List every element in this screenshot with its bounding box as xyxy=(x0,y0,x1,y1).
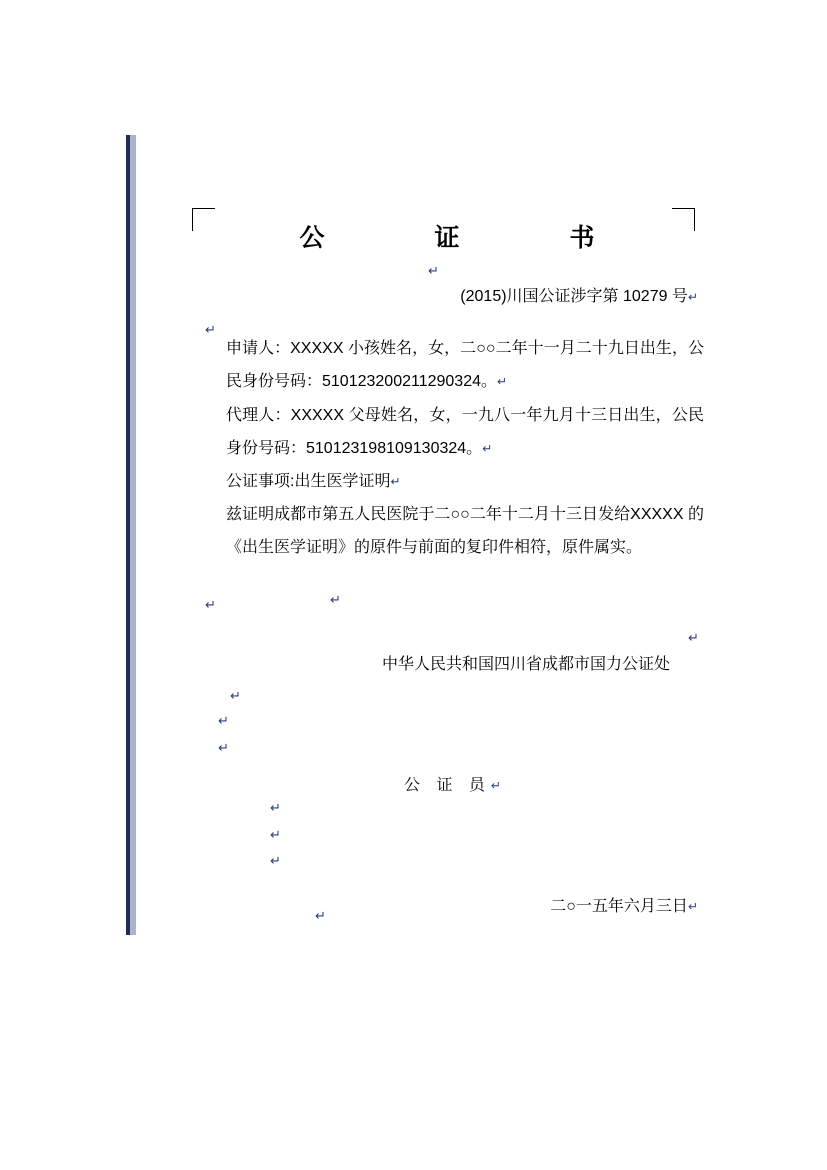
spacer xyxy=(192,564,704,648)
paragraph-mark: ↵ xyxy=(490,778,507,793)
document-number-text: (2015)川国公证涉字第 10279 号 xyxy=(460,288,688,306)
paragraph-mark: ↵ xyxy=(497,374,508,389)
spacer xyxy=(192,681,704,769)
paragraph-mark: ↵ xyxy=(218,713,229,728)
paragraph-mark: ↵ xyxy=(687,290,698,304)
paragraph-mark: ↵ xyxy=(218,740,229,755)
date-line xyxy=(192,890,704,923)
paragraph-mark: ↵ xyxy=(205,322,216,337)
paragraph-mark: ↵ xyxy=(687,899,698,914)
certification-text: 兹证明成都市第五人民医院于二○○二年十二月十三日发给XXXXX 的《出生医学证明》的原件与前面的复印件相符，原件属实。 xyxy=(226,506,704,557)
notary-label-text: 公 证 员 xyxy=(404,777,491,795)
paragraph-mark: ↵ xyxy=(390,474,401,489)
paragraph-mark: ↵ xyxy=(270,827,281,842)
document-number xyxy=(192,284,704,310)
paragraph-mark: ↵ xyxy=(205,597,216,612)
date-text: 二○一五年六月三日 xyxy=(550,898,688,916)
paragraph-mark: ↵ xyxy=(270,853,281,868)
agent-paragraph xyxy=(192,399,704,465)
applicant-text: 申请人：XXXXX 小孩姓名，女，二○○二年十一月二十九日出生，公民身份号码：510123200211290324。 xyxy=(226,340,704,391)
paragraph-mark: ↵ xyxy=(428,263,439,278)
paragraph-mark: ↵ xyxy=(330,592,341,607)
document-content xyxy=(192,218,704,924)
notary-office-line xyxy=(192,648,704,681)
spacer xyxy=(192,802,704,890)
applicant-paragraph xyxy=(192,332,704,398)
paragraph-mark: ↵ xyxy=(688,630,699,645)
page-title: 公 证 书 xyxy=(299,224,615,252)
matter-paragraph xyxy=(192,465,704,498)
agent-text: 代理人：XXXXX 父母姓名，女，一九八一年九月十三日出生，公民身份号码：510123198109130324。 xyxy=(226,406,704,457)
certification-paragraph xyxy=(192,498,704,564)
notary-office-text: 中华人民共和国四川省成都市国力公证处 xyxy=(382,656,671,674)
matter-text: 公证事项:出生医学证明 xyxy=(226,472,391,490)
notary-signature-line xyxy=(192,769,704,802)
paragraph-mark: ↵ xyxy=(270,800,281,815)
paragraph-mark: ↵ xyxy=(315,908,326,923)
paragraph-mark: ↵ xyxy=(482,440,493,455)
paragraph-mark: ↵ xyxy=(230,688,241,703)
left-edge-bar-light xyxy=(130,135,136,935)
